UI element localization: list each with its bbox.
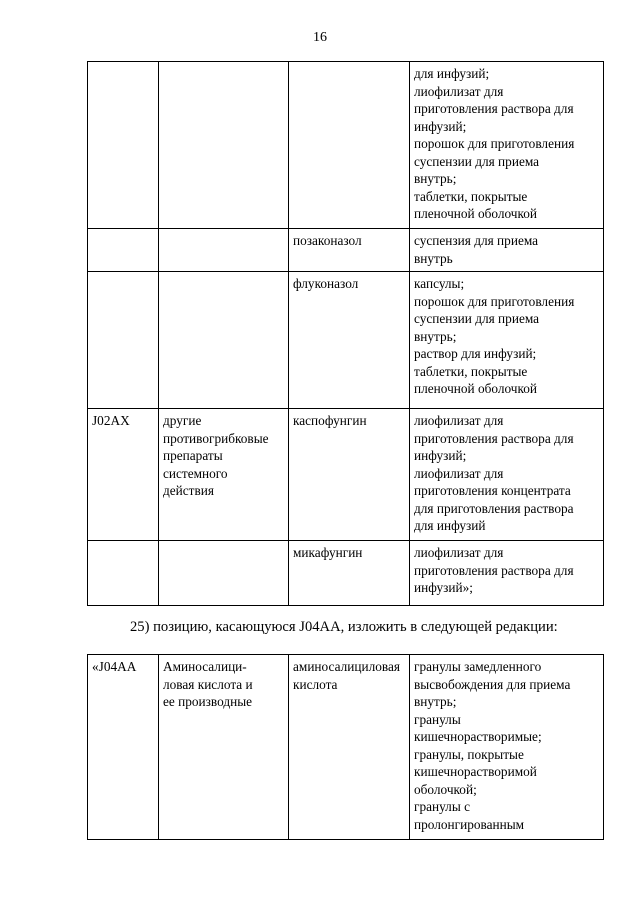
table-row [88, 62, 604, 229]
cell-text-line: приготовления раствора для [414, 101, 574, 116]
cell-text-line: приготовления концентрата [414, 483, 571, 498]
cell-text-line: каспофунгин [293, 413, 367, 428]
drug-table-j04aa [87, 654, 604, 840]
dosage-form-cell [410, 229, 604, 272]
cell-text-line: микафунгин [293, 545, 363, 560]
atc-code-cell [88, 409, 159, 541]
cell-text-line: гранулы [414, 711, 461, 727]
cell-text-line: инфузий; [414, 448, 467, 463]
atc-code-cell [88, 272, 159, 409]
cell-text-line: капсулы; [414, 276, 465, 291]
group-name-cell [159, 272, 289, 409]
drug-name-cell [289, 409, 410, 541]
dosage-form-cell [410, 655, 604, 840]
cell-text-line: лиофилизат для [414, 83, 504, 99]
cell-text-line: приготовления раствора для [414, 562, 574, 578]
cell-text-line: суспензия для приема [414, 233, 539, 248]
cell-text-line: пролонгированным [414, 816, 525, 832]
drug-table-continued [87, 61, 604, 606]
drug-name-cell [289, 229, 410, 272]
dosage-form-cell [410, 272, 604, 409]
cell-text-line: противогрибковые [163, 430, 269, 446]
cell-text-line: J02AX [92, 413, 130, 428]
cell-text-line: таблетки, покрытые [414, 363, 528, 379]
cell-text-line: раствор для инфузий; [414, 346, 537, 361]
cell-text-line: приготовления раствора для [414, 430, 574, 446]
cell-text-line: ее производные [163, 694, 253, 709]
atc-code-cell [88, 655, 159, 840]
cell-text-line: кишечнорастворимые; [414, 729, 542, 744]
drug-name-cell [289, 62, 410, 229]
cell-text-line: пленочной оболочкой [414, 381, 538, 396]
drug-name-cell [289, 655, 410, 840]
cell-text-line: «J04AA [92, 659, 137, 674]
cell-text-line: инфузий»; [414, 580, 473, 595]
table-row [88, 272, 604, 409]
cell-text-line: лиофилизат для [414, 545, 504, 560]
cell-text-line: лиофилизат для [414, 465, 504, 481]
cell-text-line: системного [163, 465, 228, 481]
cell-text-line: внутрь; [414, 694, 457, 709]
cell-text-line: оболочкой; [414, 781, 477, 797]
cell-text-line: гранулы с [414, 799, 470, 814]
atc-code-cell [88, 62, 159, 229]
cell-text-line: действия [163, 483, 215, 498]
page-number: 16 [313, 30, 327, 45]
cell-text-line: пленочной оболочкой [414, 206, 538, 221]
cell-text-line: внутрь [414, 250, 453, 266]
group-name-cell [159, 409, 289, 541]
cell-text-line: для приготовления раствора [414, 500, 574, 516]
table-row [88, 229, 604, 272]
cell-text-line: таблетки, покрытые [414, 188, 528, 204]
cell-text-line: кислота [293, 676, 338, 692]
table-row [88, 409, 604, 541]
table-row [88, 655, 604, 840]
cell-text-line: препараты [163, 448, 223, 463]
cell-text-line: внутрь; [414, 328, 457, 344]
dosage-form-cell [410, 409, 604, 541]
group-name-cell [159, 62, 289, 229]
dosage-form-cell [410, 62, 604, 229]
group-name-cell [159, 229, 289, 272]
group-name-cell [159, 541, 289, 606]
drug-name-cell [289, 272, 410, 409]
group-name-cell [159, 655, 289, 840]
cell-text-line: гранулы, покрытые [414, 746, 524, 762]
cell-text-line: кишечнорастворимой [414, 764, 537, 779]
cell-text-line: порошок для приготовления [414, 136, 575, 151]
table-row [88, 541, 604, 606]
cell-text-line: Аминосалици- [163, 659, 247, 674]
cell-text-line: ловая кислота и [163, 676, 253, 692]
cell-text-line: порошок для приготовления [414, 293, 575, 309]
cell-text-line: другие [163, 413, 202, 428]
atc-code-cell [88, 541, 159, 606]
cell-text-line: инфузий; [414, 118, 467, 134]
cell-text-line: для инфузий [414, 518, 486, 533]
amendment-instruction: 25) позицию, касающуюся J04AA, изложить в следующей редакции: [130, 619, 558, 635]
cell-text-line: флуконазол [293, 276, 359, 291]
atc-code-cell [88, 229, 159, 272]
dosage-form-cell [410, 541, 604, 606]
cell-text-line: суспензии для приема [414, 153, 540, 169]
cell-text-line: внутрь; [414, 171, 457, 186]
cell-text-line: лиофилизат для [414, 413, 504, 428]
cell-text-line: позаконазол [293, 233, 362, 248]
cell-text-line: аминосалициловая [293, 659, 400, 674]
cell-text-line: суспензии для приема [414, 311, 540, 326]
drug-name-cell [289, 541, 410, 606]
cell-text-line: гранулы замедленного [414, 659, 542, 674]
cell-text-line: высвобождения для приема [414, 676, 571, 692]
cell-text-line: для инфузий; [414, 66, 490, 81]
